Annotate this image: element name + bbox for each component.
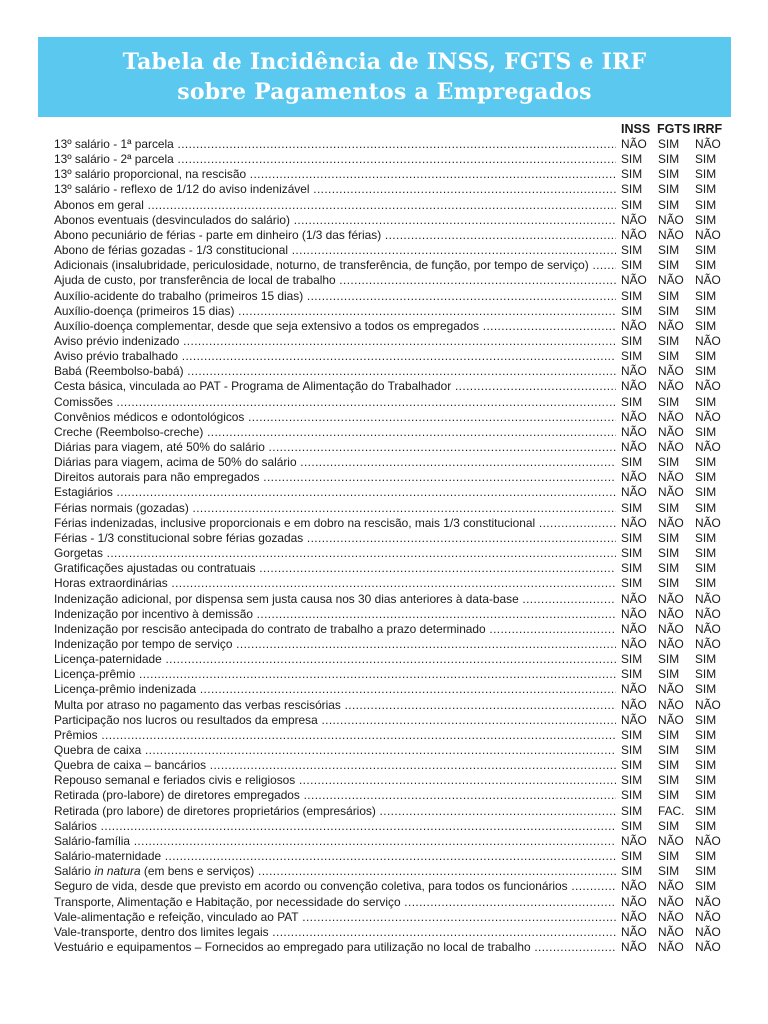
row-label: Indenização adicional, por dispensa sem justa causa nos 30 dias anteriores à data-base .....	[54, 592, 616, 607]
fgts-value: SIM	[658, 530, 680, 545]
irrf-value: SIM	[695, 318, 717, 333]
inss-value: NÃO	[621, 621, 647, 636]
fgts-value: NÃO	[658, 879, 684, 894]
fgts-value: NÃO	[658, 621, 684, 636]
irrf-value: SIM	[695, 182, 717, 197]
fgts-value: NÃO	[658, 440, 684, 454]
column-header-irrf: IRRF	[693, 122, 723, 136]
table-row	[0, 304, 768, 319]
column-header-inss: INSS	[621, 122, 651, 136]
irrf-value: SIM	[695, 500, 717, 515]
fgts-value: NÃO	[658, 939, 684, 954]
inss-value: NÃO	[621, 227, 647, 242]
table-row	[0, 910, 768, 925]
irrf-value: NÃO	[695, 273, 721, 288]
inss-value: NÃO	[621, 909, 647, 924]
fgts-value: SIM	[658, 561, 680, 576]
inss-value: SIM	[621, 167, 643, 182]
irrf-value: NÃO	[695, 409, 721, 424]
row-label: Prêmios .....	[54, 728, 616, 743]
irrf-value: SIM	[695, 212, 717, 227]
table-row	[0, 137, 768, 152]
fgts-value: NÃO	[658, 424, 684, 439]
row-label: 13º salário - 1ª parcela .....	[54, 137, 616, 152]
irrf-value: NÃO	[695, 591, 721, 606]
table-row	[0, 425, 768, 440]
table-row	[0, 637, 768, 652]
table-row	[0, 834, 768, 849]
inss-value: SIM	[621, 182, 643, 197]
inss-value: SIM	[621, 333, 643, 348]
fgts-value: NÃO	[658, 409, 684, 424]
table-row	[0, 531, 768, 546]
irrf-value: SIM	[695, 682, 717, 697]
row-label: Salário-maternidade .....	[54, 849, 616, 864]
inss-value: NÃO	[621, 137, 647, 151]
inss-value: SIM	[621, 773, 643, 788]
inss-value: SIM	[621, 743, 643, 757]
inss-value: SIM	[621, 576, 643, 591]
row-label: Abonos em geral .....	[54, 198, 616, 213]
irrf-value: NÃO	[695, 606, 721, 621]
table-row	[0, 228, 768, 243]
fgts-value: SIM	[658, 576, 680, 591]
table-row	[0, 895, 768, 910]
row-label: Licença-prêmio .....	[54, 667, 616, 682]
inss-value: SIM	[621, 667, 643, 682]
fgts-value: NÃO	[658, 636, 684, 651]
irrf-value: NÃO	[695, 137, 721, 151]
fgts-value: SIM	[658, 333, 680, 348]
inss-value: NÃO	[621, 379, 647, 394]
column-header-fgts: FGTS	[657, 122, 691, 136]
inss-value: SIM	[621, 500, 643, 515]
inss-value: SIM	[621, 152, 643, 167]
table-row	[0, 788, 768, 803]
irrf-value: NÃO	[695, 440, 721, 454]
fgts-value: SIM	[658, 455, 680, 470]
fgts-value: NÃO	[658, 909, 684, 924]
row-label: Salário-família .....	[54, 834, 616, 849]
inss-value: SIM	[621, 303, 643, 318]
table-row	[0, 485, 768, 500]
fgts-value: NÃO	[658, 606, 684, 621]
row-label: Abonos eventuais (desvinculados do salário) .....	[54, 213, 616, 228]
fgts-value: SIM	[658, 167, 680, 182]
table-row	[0, 758, 768, 773]
fgts-value: NÃO	[658, 364, 684, 379]
irrf-value: SIM	[695, 576, 717, 591]
row-label: Ajuda de custo, por transferência de local de trabalho .....	[54, 273, 616, 288]
row-label: Horas extraordinárias .....	[54, 576, 616, 591]
irrf-value: SIM	[695, 364, 717, 379]
row-label: Diárias para viagem, até 50% do salário .....	[54, 440, 616, 455]
table-row	[0, 516, 768, 531]
row-label: Indenização por incentivo à demissão .....	[54, 607, 616, 622]
table-row	[0, 319, 768, 334]
inss-value: SIM	[621, 455, 643, 470]
fgts-value: NÃO	[658, 318, 684, 333]
inss-value: NÃO	[621, 697, 647, 712]
inss-value: NÃO	[621, 318, 647, 333]
row-label: Indenização por tempo de serviço .....	[54, 637, 616, 652]
irrf-value: SIM	[695, 818, 717, 833]
table-row	[0, 849, 768, 864]
irrf-value: SIM	[695, 243, 717, 258]
row-label: Seguro de vida, desde que previsto em acordo ou convenção coletiva, para todos os funcionários .....	[54, 879, 616, 894]
table-row	[0, 243, 768, 258]
row-label: Participação nos lucros ou resultados da empresa .....	[54, 713, 616, 728]
fgts-value: NÃO	[658, 712, 684, 727]
title-line-2: sobre Pagamentos a Empregados	[177, 79, 592, 105]
inss-value: NÃO	[621, 636, 647, 651]
fgts-value: NÃO	[658, 894, 684, 909]
irrf-value: NÃO	[695, 636, 721, 651]
row-label: 13º salário - reflexo de 1/12 do aviso indenizável .....	[54, 182, 616, 197]
inss-value: SIM	[621, 288, 643, 303]
fgts-value: NÃO	[658, 591, 684, 606]
inss-value: SIM	[621, 818, 643, 833]
fgts-value: FAC.	[658, 803, 685, 818]
row-label: 13º salário proporcional, na rescisão .....	[54, 167, 616, 182]
table-row	[0, 501, 768, 516]
table-row	[0, 546, 768, 561]
row-label: Retirada (pro-labore) de diretores empregados .....	[54, 788, 616, 803]
table-row	[0, 364, 768, 379]
table-row	[0, 713, 768, 728]
row-label: Licença-prêmio indenizada .....	[54, 682, 616, 697]
inss-value: NÃO	[621, 364, 647, 379]
fgts-value: SIM	[658, 303, 680, 318]
irrf-value: SIM	[695, 561, 717, 576]
irrf-value: SIM	[695, 394, 717, 409]
inss-value: SIM	[621, 788, 643, 803]
irrf-value: SIM	[695, 803, 717, 818]
irrf-value: SIM	[695, 167, 717, 182]
row-label: Gorgetas .....	[54, 546, 616, 561]
irrf-value: SIM	[695, 667, 717, 682]
inss-value: NÃO	[621, 833, 647, 848]
table-row	[0, 804, 768, 819]
inss-value: SIM	[621, 849, 643, 864]
inss-value: NÃO	[621, 409, 647, 424]
table-row	[0, 273, 768, 288]
inss-value: SIM	[621, 727, 643, 742]
inss-value: NÃO	[621, 440, 647, 454]
row-label: Auxílio-doença (primeiros 15 dias) .....	[54, 304, 616, 319]
fgts-value: SIM	[658, 546, 680, 561]
row-label: Férias indenizadas, inclusive proporcionais e em dobro na rescisão, mais 1/3 constitucional .....	[54, 516, 616, 531]
inss-value: SIM	[621, 546, 643, 561]
row-label: Transporte, Alimentação e Habitação, por necessidade do serviço .....	[54, 895, 616, 910]
inss-value: SIM	[621, 758, 643, 773]
fgts-value: NÃO	[658, 379, 684, 394]
row-label: Multa por atraso no pagamento das verbas rescisórias .....	[54, 698, 616, 713]
fgts-value: SIM	[658, 394, 680, 409]
inss-value: NÃO	[621, 894, 647, 909]
row-label: Convênios médicos e odontológicos .....	[54, 410, 616, 425]
fgts-value: SIM	[658, 818, 680, 833]
row-label: 13º salário - 2ª parcela .....	[54, 152, 616, 167]
inss-value: NÃO	[621, 879, 647, 894]
inss-value: SIM	[621, 530, 643, 545]
table-row	[0, 773, 768, 788]
inss-value: NÃO	[621, 939, 647, 954]
fgts-value: SIM	[658, 152, 680, 167]
row-label: Repouso semanal e feriados civis e religiosos .....	[54, 773, 616, 788]
table-row	[0, 213, 768, 228]
row-label: Direitos autorais para não empregados .....	[54, 470, 616, 485]
table-row	[0, 470, 768, 485]
title-banner	[38, 37, 731, 117]
fgts-value: NÃO	[658, 924, 684, 939]
irrf-value: SIM	[695, 303, 717, 318]
inss-value: NÃO	[621, 606, 647, 621]
row-label: Comissões .....	[54, 395, 616, 410]
irrf-value: NÃO	[695, 697, 721, 712]
fgts-value: SIM	[658, 197, 680, 212]
irrf-value: NÃO	[695, 909, 721, 924]
irrf-value: NÃO	[695, 333, 721, 348]
irrf-value: SIM	[695, 788, 717, 803]
column-headers	[0, 122, 768, 137]
irrf-value: SIM	[695, 258, 717, 273]
fgts-value: SIM	[658, 849, 680, 864]
table-row	[0, 576, 768, 591]
inss-value: SIM	[621, 394, 643, 409]
inss-value: NÃO	[621, 485, 647, 500]
fgts-value: SIM	[658, 288, 680, 303]
table-row	[0, 940, 768, 955]
table-row	[0, 592, 768, 607]
table-row	[0, 667, 768, 682]
title-line-1: Tabela de Incidência de INSS, FGTS e IRF	[122, 49, 647, 75]
fgts-value: NÃO	[658, 697, 684, 712]
row-label: Diárias para viagem, acima de 50% do salário .....	[54, 455, 616, 470]
inss-value: SIM	[621, 243, 643, 258]
inss-value: NÃO	[621, 591, 647, 606]
table-row	[0, 682, 768, 697]
row-label: Quebra de caixa .....	[54, 743, 616, 758]
fgts-value: SIM	[658, 349, 680, 364]
fgts-value: SIM	[658, 727, 680, 742]
irrf-value: SIM	[695, 864, 717, 879]
irrf-value: NÃO	[695, 924, 721, 939]
fgts-value: SIM	[658, 667, 680, 682]
table-row	[0, 819, 768, 834]
row-label: Creche (Reembolso-creche) .....	[54, 425, 616, 440]
irrf-value: SIM	[695, 849, 717, 864]
fgts-value: NÃO	[658, 227, 684, 242]
irrf-value: SIM	[695, 485, 717, 500]
inss-value: NÃO	[621, 515, 647, 530]
table-row	[0, 349, 768, 364]
row-label: Gratificações ajustadas ou contratuais .....	[54, 561, 616, 576]
row-label: Abono de férias gozadas - 1/3 constitucional .....	[54, 243, 616, 258]
table-row	[0, 607, 768, 622]
row-label: Aviso prévio trabalhado .....	[54, 349, 616, 364]
inss-value: SIM	[621, 561, 643, 576]
table-row	[0, 379, 768, 394]
fgts-value: NÃO	[658, 273, 684, 288]
irrf-value: NÃO	[695, 621, 721, 636]
inss-value: NÃO	[621, 470, 647, 485]
inss-value: SIM	[621, 197, 643, 212]
irrf-value: SIM	[695, 349, 717, 364]
row-label: Aviso prévio indenizado .....	[54, 334, 616, 349]
irrf-value: SIM	[695, 758, 717, 773]
irrf-value: SIM	[695, 530, 717, 545]
table-row	[0, 455, 768, 470]
table-row	[0, 167, 768, 182]
table-row	[0, 289, 768, 304]
fgts-value: NÃO	[658, 682, 684, 697]
row-label: Cesta básica, vinculada ao PAT - Programa de Alimentação do Trabalhador .....	[54, 379, 616, 394]
irrf-value: NÃO	[695, 227, 721, 242]
inss-value: SIM	[621, 803, 643, 818]
fgts-value: SIM	[658, 182, 680, 197]
table-row	[0, 622, 768, 637]
irrf-value: SIM	[695, 727, 717, 742]
fgts-value: SIM	[658, 773, 680, 788]
irrf-value: NÃO	[695, 515, 721, 530]
table-row	[0, 728, 768, 743]
row-label: Indenização por rescisão antecipada do contrato de trabalho a prazo determinado .....	[54, 622, 616, 637]
row-label: Abono pecuniário de férias - parte em dinheiro (1/3 das férias) .....	[54, 228, 616, 243]
inss-value: NÃO	[621, 273, 647, 288]
table-row	[0, 925, 768, 940]
fgts-value: NÃO	[658, 485, 684, 500]
table-row	[0, 410, 768, 425]
table-row	[0, 698, 768, 713]
row-label: Quebra de caixa – bancários .....	[54, 758, 616, 773]
table-row	[0, 334, 768, 349]
table-row	[0, 743, 768, 758]
row-label: Adicionais (insalubridade, periculosidade, noturno, de transferência, de função, por tempo de serviço) .....	[54, 258, 616, 273]
fgts-value: SIM	[658, 500, 680, 515]
fgts-value: NÃO	[658, 212, 684, 227]
table-row	[0, 395, 768, 410]
fgts-value: SIM	[658, 758, 680, 773]
fgts-value: SIM	[658, 788, 680, 803]
row-label: Vale-transporte, dentro dos limites legais .....	[54, 925, 616, 940]
fgts-value: NÃO	[658, 833, 684, 848]
irrf-value: SIM	[695, 546, 717, 561]
row-label: Salário in natura (em bens e serviços) .....	[54, 864, 616, 879]
irrf-value: SIM	[695, 879, 717, 894]
inss-value: NÃO	[621, 212, 647, 227]
row-label: Auxílio-doença complementar, desde que seja extensivo a todos os empregados .....	[54, 319, 616, 334]
row-label: Babá (Reembolso-babá) .....	[54, 364, 616, 379]
row-label: Salários .....	[54, 819, 616, 834]
inss-value: SIM	[621, 864, 643, 879]
fgts-value: SIM	[658, 137, 680, 151]
irrf-value: SIM	[695, 470, 717, 485]
inss-value: NÃO	[621, 682, 647, 697]
irrf-value: SIM	[695, 712, 717, 727]
row-label: Auxílio-acidente do trabalho (primeiros 15 dias) .....	[54, 289, 616, 304]
table-row	[0, 879, 768, 894]
table-row	[0, 652, 768, 667]
fgts-value: NÃO	[658, 515, 684, 530]
irrf-value: NÃO	[695, 939, 721, 954]
fgts-value: NÃO	[658, 470, 684, 485]
irrf-value: SIM	[695, 773, 717, 788]
fgts-value: SIM	[658, 258, 680, 273]
irrf-value: SIM	[695, 288, 717, 303]
irrf-value: NÃO	[695, 379, 721, 394]
emphasis-text: in natura	[94, 864, 141, 879]
fgts-value: SIM	[658, 652, 680, 667]
table-row	[0, 152, 768, 167]
irrf-value: NÃO	[695, 833, 721, 848]
irrf-value: SIM	[695, 652, 717, 667]
row-label: Vale-alimentação e refeição, vinculado ao PAT .....	[54, 910, 616, 925]
irrf-value: SIM	[695, 743, 717, 757]
table-row	[0, 440, 768, 455]
row-label: Retirada (pro labore) de diretores proprietários (empresários) .....	[54, 804, 616, 819]
table-row	[0, 198, 768, 213]
irrf-value: SIM	[695, 152, 717, 167]
inss-value: NÃO	[621, 924, 647, 939]
row-label: Férias - 1/3 constitucional sobre férias gozadas .....	[54, 531, 616, 546]
fgts-value: SIM	[658, 864, 680, 879]
row-label: Férias normais (gozadas) .....	[54, 501, 616, 516]
inss-value: SIM	[621, 258, 643, 273]
fgts-value: SIM	[658, 743, 680, 757]
irrf-value: SIM	[695, 424, 717, 439]
table-row	[0, 258, 768, 273]
row-label: Licença-paternidade .....	[54, 652, 616, 667]
irrf-value: SIM	[695, 197, 717, 212]
row-label: Estagiários .....	[54, 485, 616, 500]
fgts-value: SIM	[658, 243, 680, 258]
table-row	[0, 864, 768, 879]
table-row	[0, 561, 768, 576]
irrf-value: SIM	[695, 455, 717, 470]
inss-value: NÃO	[621, 712, 647, 727]
irrf-value: NÃO	[695, 894, 721, 909]
table-row	[0, 182, 768, 197]
inss-value: NÃO	[621, 424, 647, 439]
inss-value: SIM	[621, 652, 643, 667]
row-label: Vestuário e equipamentos – Fornecidos ao empregado para utilização no local de trabalho .....	[54, 940, 616, 955]
inss-value: SIM	[621, 349, 643, 364]
